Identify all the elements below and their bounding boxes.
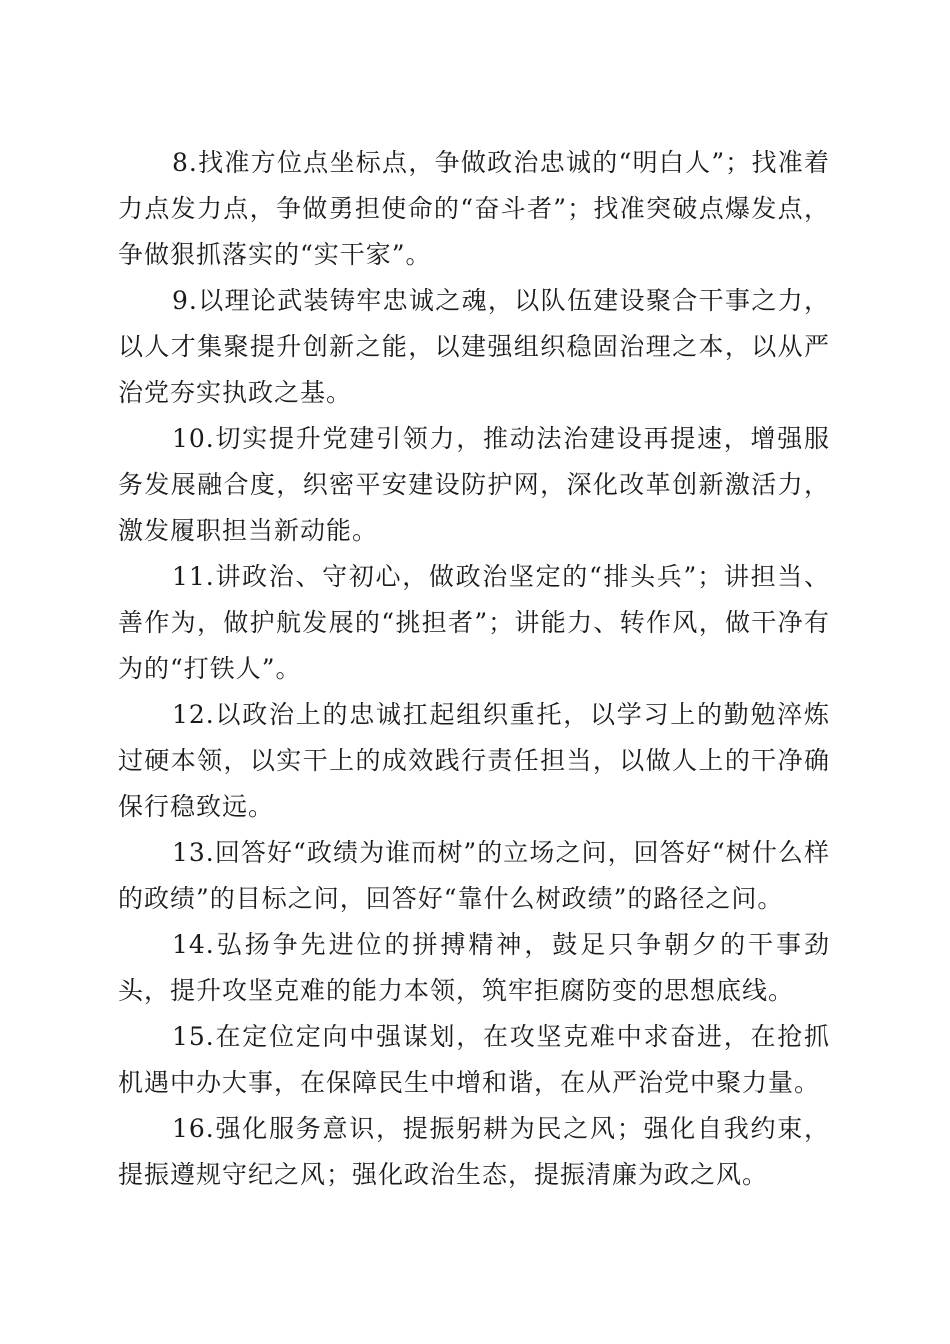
paragraph-9: 9.以理论武装铸牢忠诚之魂，以队伍建设聚合干事之力，以人才集聚提升创新之能，以建强组织稳固治理之本，以从严治党夯实执政之基。: [118, 286, 830, 407]
paragraph-10: 10.切实提升党建引领力，推动法治建设再提速，增强服务发展融合度，织密平安建设防护网，深化改革创新激活力，激发履职担当新动能。: [118, 424, 830, 545]
paragraph-16: 16.强化服务意识，提振躬耕为民之风；强化自我约束，提振遵规守纪之风；强化政治生态，提振清廉为政之风。: [118, 1114, 830, 1189]
document-body: [118, 140, 830, 1198]
paragraph-13: 13.回答好“政绩为谁而树”的立场之问，回答好“树什么样的政绩”的目标之问，回答好“靠什么树政绩”的路径之问。: [118, 838, 830, 913]
paragraph-12: 12.以政治上的忠诚扛起组织重托，以学习上的勤勉淬炼过硬本领，以实干上的成效践行责任担当，以做人上的干净确保行稳致远。: [118, 700, 830, 821]
paragraph-15: 15.在定位定向中强谋划，在攻坚克难中求奋进，在抢抓机遇中办大事，在保障民生中增和谐，在从严治党中聚力量。: [118, 1022, 830, 1097]
paragraph-11: 11.讲政治、守初心，做政治坚定的“排头兵”；讲担当、善作为，做护航发展的“挑担者”；讲能力、转作风，做干净有为的“打铁人”。: [118, 562, 830, 683]
paragraph-14: 14.弘扬争先进位的拼搏精神，鼓足只争朝夕的干事劲头，提升攻坚克难的能力本领，筑牢拒腐防变的思想底线。: [118, 930, 830, 1005]
paragraph-8: 8.找准方位点坐标点，争做政治忠诚的“明白人”；找准着力点发力点，争做勇担使命的“奋斗者”；找准突破点爆发点，争做狠抓落实的“实干家”。: [118, 148, 830, 269]
